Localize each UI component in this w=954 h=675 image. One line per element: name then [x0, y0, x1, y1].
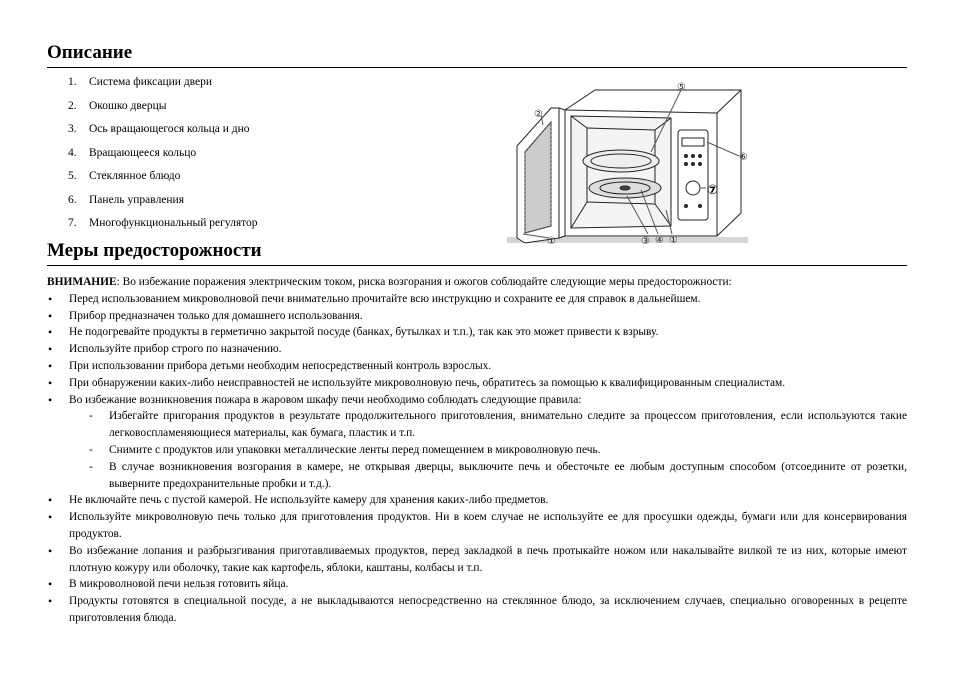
- part-number: 7.: [68, 217, 77, 229]
- part-number: 5.: [68, 170, 77, 182]
- warning-label: ВНИМАНИЕ: [47, 276, 117, 288]
- parts-list-item: [68, 169, 468, 193]
- precaution-item-fire: [47, 392, 907, 493]
- precaution-item: • Во избежание лопания и разбрызгивания приготавливаемых продуктов, перед закладкой в печь протыкайте ножом или накалывайте вилкой те из них, которые имеют плотную кожуру или оболочку, такие как картофель, яблоки, каштаны, колбасы и т.п.: [47, 543, 907, 577]
- part-number: 4.: [68, 146, 77, 159]
- callout-2: ②: [534, 109, 543, 120]
- part-label: Стеклянное блюдо: [89, 170, 181, 182]
- precaution-item: • Продукты готовятся в специальной посуде, а не выкладываются непосредственно на стеклянное блюдо, за исключением случаев, специально оговоренных в рецепте приготовления блюда.: [47, 593, 907, 627]
- precaution-text: Во избежание возникновения пожара в жаровом шкафу печи необходимо соблюдать следующие правила:: [69, 393, 582, 406]
- part-label: Панель управления: [89, 193, 185, 206]
- callout-3: ③: [641, 236, 650, 247]
- part-number: 2.: [68, 99, 77, 112]
- precaution-item: • В микроволновой печи нельзя готовить яйца.: [47, 576, 907, 593]
- warning-text: : Во избежание поражения электрическим током, риска возгорания и ожогов соблюдайте следующие меры предосторожности:: [116, 276, 732, 288]
- section-title-precautions: Меры предосторожности: [47, 240, 907, 262]
- precaution-item: • Используйте прибор строго по назначению.: [47, 341, 907, 358]
- part-label: Вращающееся кольцо: [89, 146, 197, 159]
- part-number: 6.: [68, 193, 77, 206]
- precaution-item: • При использовании прибора детьми необходим непосредственный контроль взрослых.: [47, 358, 907, 375]
- warning-paragraph: [47, 274, 907, 291]
- precaution-item: • Перед использованием микроволновой печи внимательно прочитайте всю инструкцию и сохраните ее для справок в дальнейшем.: [47, 291, 907, 308]
- precaution-item: • Не подогревайте продукты в герметично закрытой посуде (банках, бутылках и т.п.), так как это может привести к взрыву.: [47, 324, 907, 341]
- precaution-item: • Прибор предназначен только для домашнего использования.: [47, 308, 907, 325]
- precaution-item: • При обнаружении каких-либо неисправностей не используйте микроволновую печь, обратитесь за помощью к квалифицированным специалистам.: [47, 375, 907, 392]
- callout-6: ⑥: [739, 152, 748, 163]
- precaution-item: • Используйте микроволновую печь только для приготовления продуктов. Ни в коем случае не используйте ее для просушки одежды, бумаги или для консервирования продуктов.: [47, 509, 907, 543]
- fire-rule-item: - Избегайте пригорания продуктов в результате продолжительного приготовления, внимательно следите за процессом приготовления, если используются такие легковоспламеняющиеся материалы, как бумага, пластик и т.п.: [69, 408, 907, 442]
- fire-rule-item: - В случае возникновения возгорания в камере, не открывая дверцы, выключите печь и обесточьте ее любым доступным способом (отсоедините от розетки, выверните предохранительные пробки и т.д.).: [69, 459, 907, 493]
- precautions-section: [47, 274, 907, 627]
- callout-4: ④: [655, 235, 664, 246]
- fire-rules-list: [69, 408, 907, 492]
- parts-list: [68, 75, 468, 240]
- precautions-list: [47, 291, 907, 627]
- callout-4b: ①: [669, 235, 678, 246]
- parts-list-item: [68, 193, 468, 217]
- part-number: 1.: [68, 76, 77, 88]
- parts-list-item: [68, 99, 468, 123]
- microwave-diagram: [503, 78, 765, 250]
- callout-5: ⑤: [677, 82, 686, 93]
- fire-rule-item: - Снимите с продуктов или упаковки металлические ленты перед помещением в микроволновую печь.: [69, 442, 907, 459]
- part-label: Система фиксации двери: [89, 76, 213, 88]
- parts-list-item: [68, 75, 468, 99]
- parts-list-item: [68, 146, 468, 170]
- microwave-illustration: [503, 78, 765, 250]
- part-label: Многофункциональный регулятор: [89, 217, 258, 229]
- part-label: Окошко дверцы: [89, 99, 167, 112]
- part-number: 3.: [68, 123, 77, 135]
- parts-list-item: [68, 122, 468, 146]
- parts-list-item: [68, 216, 468, 240]
- callout-1: ①: [547, 236, 556, 247]
- part-label: Ось вращающегося кольца и дно: [89, 123, 250, 135]
- precaution-item: • Не включайте печь с пустой камерой. Не используйте камеру для хранения каких-либо предметов.: [47, 492, 907, 509]
- section-title-description: Описание: [47, 42, 907, 64]
- callout-7: ⑦: [707, 183, 719, 198]
